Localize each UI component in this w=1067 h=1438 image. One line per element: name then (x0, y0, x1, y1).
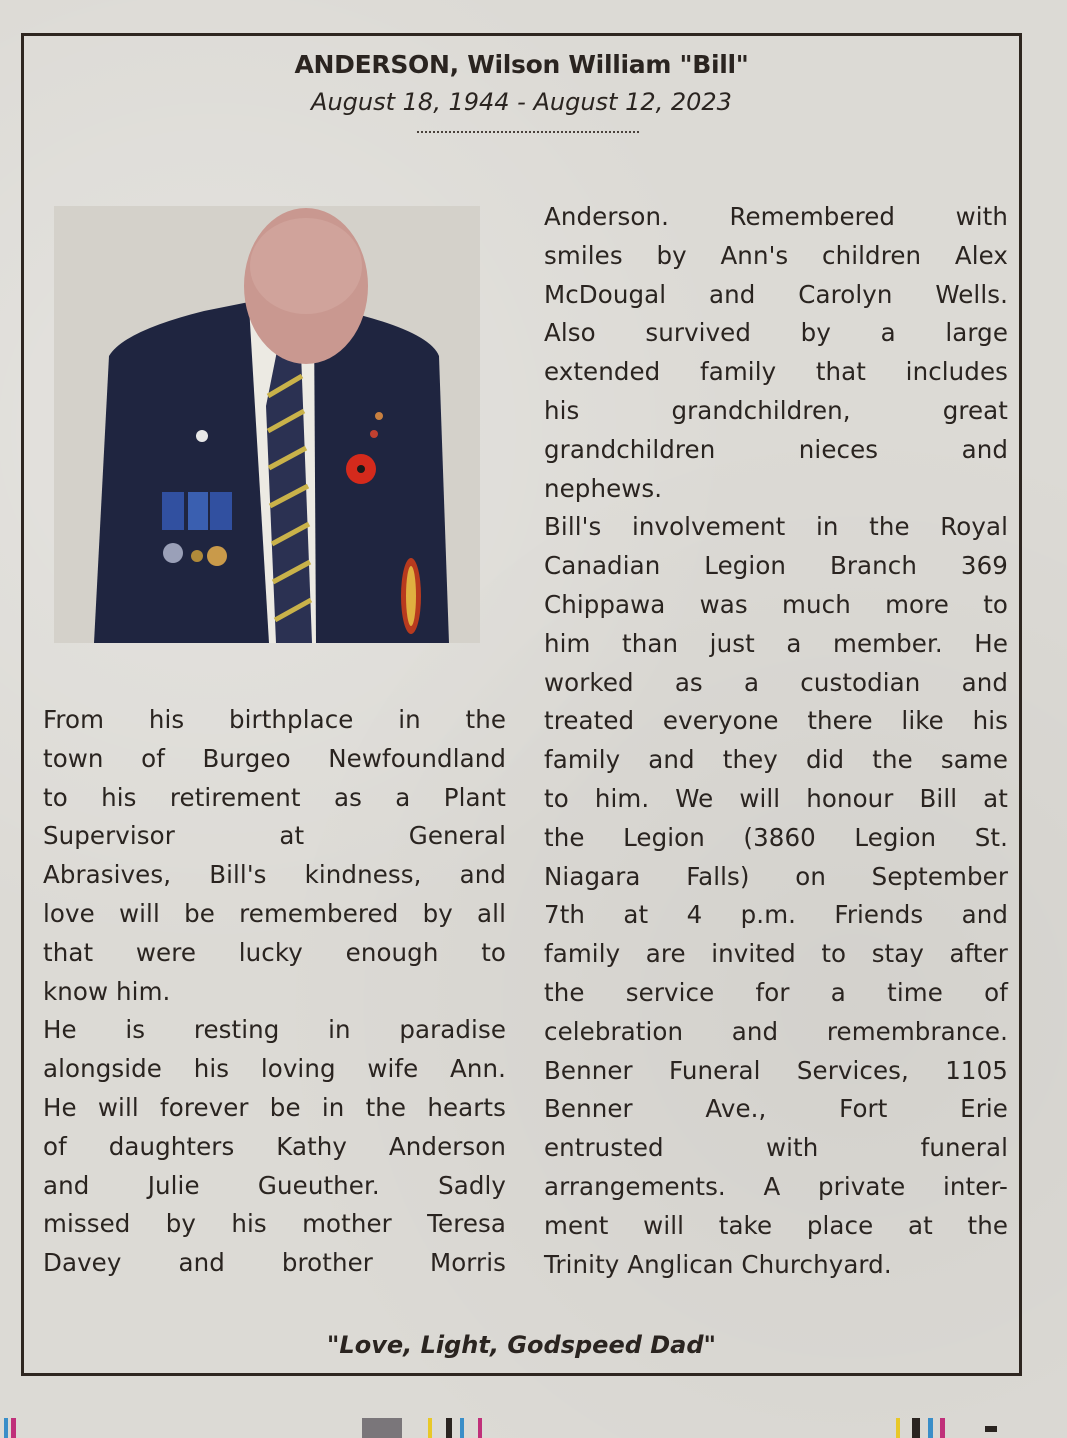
text-line: worked as a custodian and (544, 667, 1008, 697)
registration-mark (896, 1418, 900, 1438)
text-line: Niagara Falls) on September (544, 861, 1008, 891)
registration-mark (912, 1418, 920, 1438)
text-line: From his birthplace in the (43, 705, 506, 734)
paragraph-birthplace (43, 701, 506, 1011)
registration-mark (446, 1418, 452, 1438)
text-line: Benner Ave., Fort Erie (544, 1094, 1008, 1124)
text-line: Trinity Anglican Churchyard. (544, 1249, 892, 1279)
text-line: grandchildren nieces and (544, 434, 1008, 464)
text-line: treated everyone there like his (544, 706, 1008, 736)
text-line: and Julie Gueuther. Sadly (43, 1170, 506, 1200)
paragraph-resting (43, 1011, 506, 1283)
print-registration-marks (0, 1418, 1067, 1438)
registration-mark (928, 1418, 933, 1438)
text-line: 7th at 4 p.m. Friends and (544, 900, 1008, 930)
registration-mark (985, 1426, 997, 1432)
text-line: celebration and remembrance. (544, 1016, 1008, 1046)
right-column-text (544, 198, 1008, 1284)
text-line: the Legion (3860 Legion St. (544, 822, 1008, 852)
text-line: nephews. (544, 473, 663, 503)
divider-rule (417, 131, 639, 133)
text-line: Chippawa was much more to (544, 589, 1008, 619)
paragraph-legion (544, 508, 1008, 1284)
text-line: He is resting in paradise (43, 1015, 506, 1045)
text-line: Supervisor at General (43, 821, 506, 851)
text-line: ment will take place at the (544, 1210, 1008, 1240)
left-column-text (43, 701, 506, 1283)
text-line: to his retirement as a Plant (43, 782, 506, 812)
text-line: extended family that includes (544, 357, 1008, 387)
text-line: arrangements. A private inter- (544, 1171, 1008, 1201)
text-line: Canadian Legion Branch 369 (544, 551, 1008, 581)
portrait-photo (54, 206, 480, 643)
paragraph-survived (544, 198, 1008, 508)
closing-quote: "Love, Light, Godspeed Dad" (326, 1331, 717, 1359)
text-line: family are invited to stay after (544, 939, 1008, 969)
obituary-name-heading: ANDERSON, Wilson William "Bill" (294, 50, 749, 79)
text-line: missed by his mother Teresa (43, 1209, 506, 1239)
registration-mark (428, 1418, 432, 1438)
obituary-dates: August 18, 1944 - August 12, 2023 (311, 88, 732, 116)
text-line: Anderson. Remembered with (544, 202, 1008, 231)
text-line: him than just a member. He (544, 628, 1008, 658)
text-line: Abrasives, Bill's kindness, and (43, 860, 506, 890)
text-line: Davey and brother Morris (43, 1248, 506, 1278)
registration-mark (4, 1418, 8, 1438)
text-line: family and they did the same (544, 745, 1008, 775)
text-line: Also survived by a large (544, 318, 1008, 348)
text-line: of daughters Kathy Anderson (43, 1131, 506, 1161)
text-line: Benner Funeral Services, 1105 (544, 1055, 1008, 1085)
text-line: He will forever be in the hearts (43, 1092, 506, 1122)
text-line: love will be remembered by all (43, 898, 506, 928)
text-line: the service for a time of (544, 977, 1008, 1007)
registration-mark (11, 1418, 16, 1438)
text-line: alongside his loving wife Ann. (43, 1054, 506, 1084)
registration-mark (478, 1418, 482, 1438)
text-line: his grandchildren, great (544, 395, 1008, 425)
text-line: Bill's involvement in the Royal (544, 512, 1008, 542)
registration-mark (362, 1418, 402, 1438)
obituary-box (21, 33, 1022, 1376)
registration-mark (940, 1418, 945, 1438)
registration-mark (460, 1418, 464, 1438)
text-line: that were lucky enough to (43, 937, 506, 967)
text-line: know him. (43, 976, 171, 1006)
text-line: to him. We will honour Bill at (544, 783, 1008, 813)
text-line: entrusted with funeral (544, 1133, 1008, 1163)
text-line: smiles by Ann's children Alex (544, 240, 1008, 270)
text-line: town of Burgeo Newfoundland (43, 743, 506, 773)
text-line: McDougal and Carolyn Wells. (544, 279, 1008, 309)
